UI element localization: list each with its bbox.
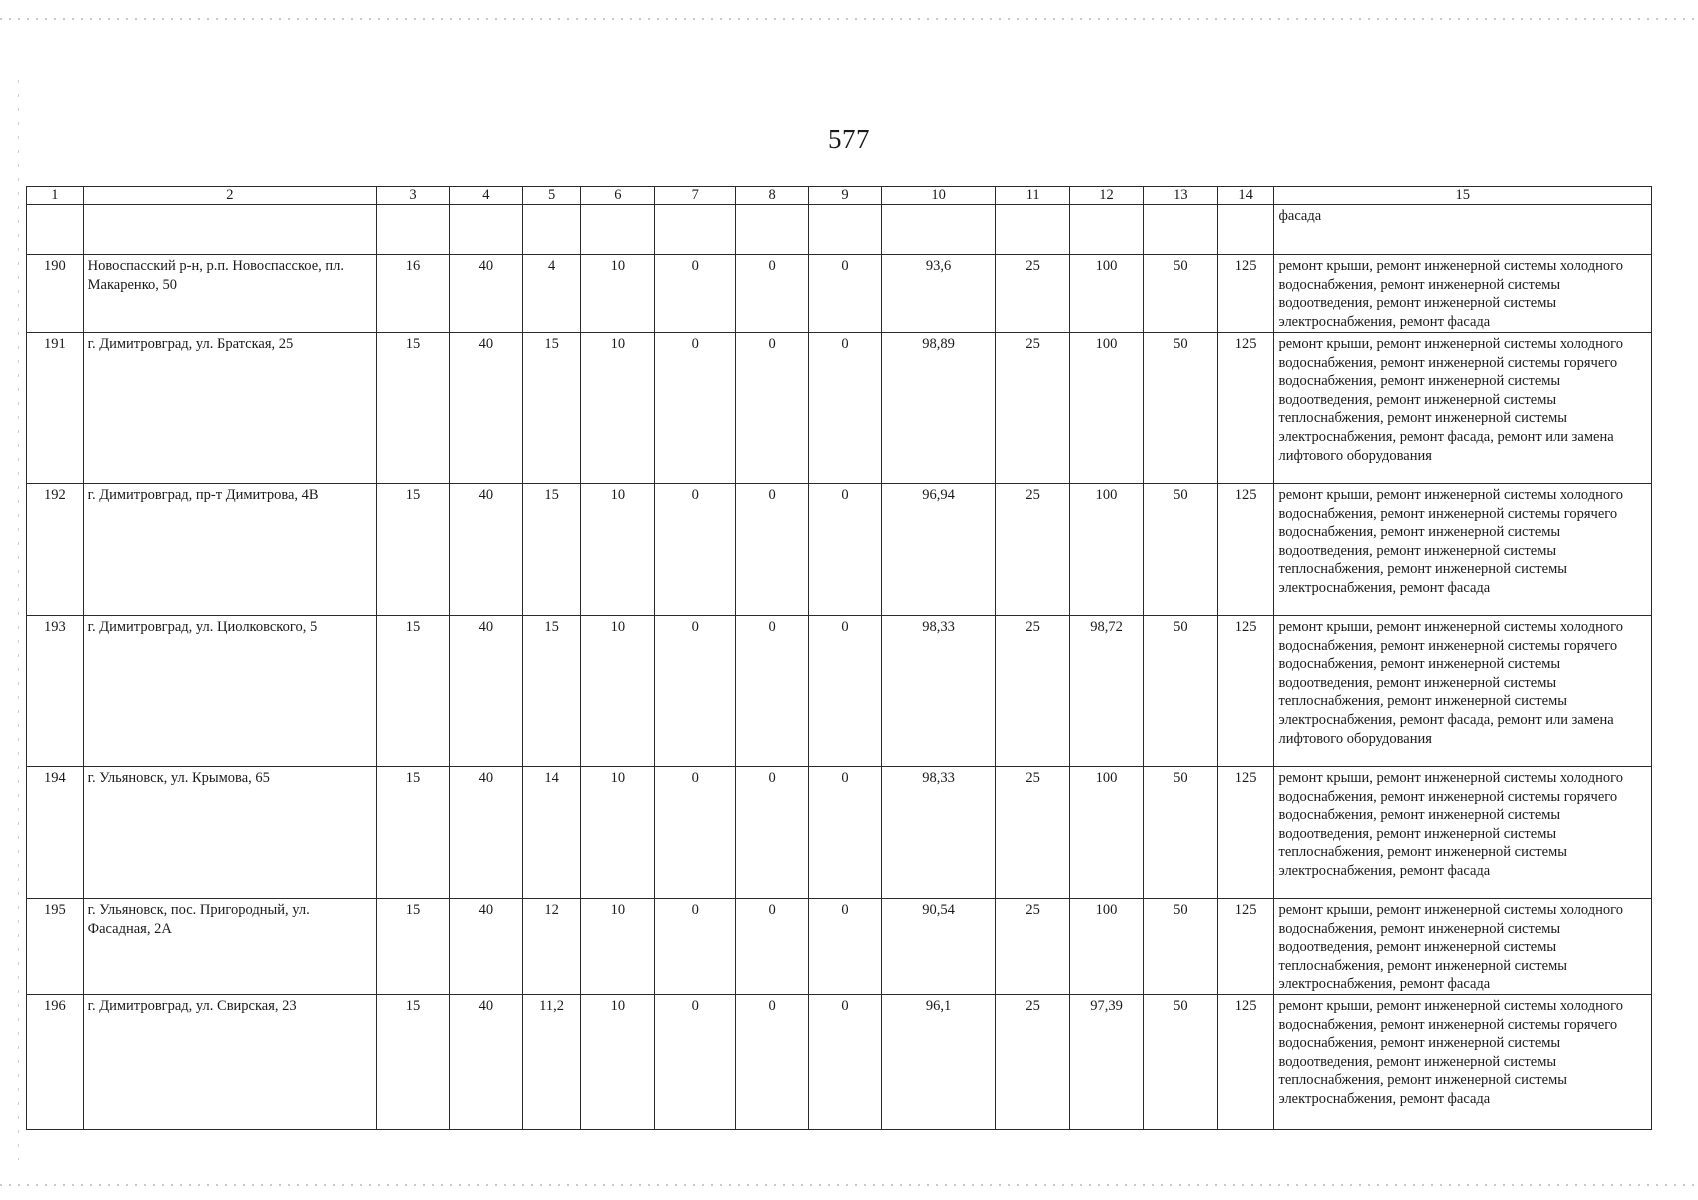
cell-value-col-11: 25: [996, 333, 1070, 484]
cell-row-number: 195: [27, 899, 84, 995]
table-row: [27, 899, 1652, 995]
cell-value-col-11: 25: [996, 899, 1070, 995]
cell-value-col-10: 90,54: [881, 899, 995, 995]
cell-value-col-3: 15: [377, 994, 450, 1129]
table-row: [27, 767, 1652, 899]
cell-address: г. Димитровград, ул. Циолковского, 5: [83, 616, 376, 767]
column-header: 7: [655, 187, 736, 205]
cell-value-col-5: 11,2: [522, 994, 581, 1129]
cell-works: ремонт крыши, ремонт инженерной системы холодного водоснабжения, ремонт инженерной системы горячего водоснабжения, ремонт инженерной системы водоотведения, ремонт инженерной системы теплоснабжения, ремонт инженерной системы электроснабжения, ремонт фасада: [1274, 994, 1652, 1129]
cell-value-col-7: 0: [655, 255, 736, 333]
cell-value-col-11: 25: [996, 767, 1070, 899]
cell-value-col-4: 40: [449, 484, 522, 616]
column-header: 1: [27, 187, 84, 205]
cell-value-col-14: 125: [1217, 767, 1274, 899]
scan-artifact-bottom: [0, 1184, 1698, 1186]
cell-address: г. Ульяновск, ул. Крымова, 65: [83, 767, 376, 899]
cell-row-number: 196: [27, 994, 84, 1129]
cell-value-col-5: 12: [522, 899, 581, 995]
table-row: [27, 616, 1652, 767]
cell-value-col-9: 0: [809, 616, 882, 767]
cell-value-col-14: 125: [1217, 333, 1274, 484]
cell-value-col-14: 125: [1217, 255, 1274, 333]
cell-value-col-6: 10: [581, 767, 655, 899]
cell-value-col-8: 0: [736, 899, 809, 995]
cell-address: г. Димитровград, ул. Свирская, 23: [83, 994, 376, 1129]
cell-value-col-3: 15: [377, 767, 450, 899]
cell-value-col-4: 40: [449, 616, 522, 767]
repair-program-table: [26, 186, 1652, 1130]
cell-row-number: 194: [27, 767, 84, 899]
cell-value-col-9: 0: [809, 767, 882, 899]
cell-value-col-9: 0: [809, 994, 882, 1129]
cell-works: ремонт крыши, ремонт инженерной системы холодного водоснабжения, ремонт инженерной системы горячего водоснабжения, ремонт инженерной системы водоотведения, ремонт инженерной системы теплоснабжения, ремонт инженерной системы электроснабжения, ремонт фасада, ремонт или замена лифтового оборудования: [1274, 616, 1652, 767]
column-header: 15: [1274, 187, 1652, 205]
cell-value-col-12: 100: [1070, 333, 1144, 484]
cell-value-col-8: 0: [736, 994, 809, 1129]
column-header: 3: [377, 187, 450, 205]
cell-value-col-4: 40: [449, 333, 522, 484]
cell-value-col-10: 93,6: [881, 255, 995, 333]
column-header: 5: [522, 187, 581, 205]
cell-value-col-8: 0: [736, 333, 809, 484]
cell-value-col-6: 10: [581, 255, 655, 333]
cell-value-col-7: 0: [655, 333, 736, 484]
cell-value-col-8: 0: [736, 767, 809, 899]
cell-works-continuation: фасада: [1274, 205, 1652, 255]
cell-value-col-12: 100: [1070, 767, 1144, 899]
cell-value-col-14: 125: [1217, 994, 1274, 1129]
table-body: [27, 205, 1652, 1130]
cell-empty: [581, 205, 655, 255]
cell-address: Новоспасский р-н, р.п. Новоспасское, пл. Макаренко, 50: [83, 255, 376, 333]
cell-value-col-4: 40: [449, 899, 522, 995]
cell-value-col-13: 50: [1143, 484, 1217, 616]
cell-value-col-8: 0: [736, 484, 809, 616]
cell-value-col-13: 50: [1143, 616, 1217, 767]
cell-value-col-3: 15: [377, 899, 450, 995]
cell-value-col-9: 0: [809, 255, 882, 333]
column-header: 14: [1217, 187, 1274, 205]
cell-works: ремонт крыши, ремонт инженерной системы холодного водоснабжения, ремонт инженерной системы водоотведения, ремонт инженерной системы электроснабжения, ремонт фасада: [1274, 255, 1652, 333]
cell-value-col-6: 10: [581, 333, 655, 484]
column-header: 9: [809, 187, 882, 205]
cell-value-col-8: 0: [736, 616, 809, 767]
cell-value-col-14: 125: [1217, 484, 1274, 616]
cell-value-col-3: 15: [377, 333, 450, 484]
column-header: 13: [1143, 187, 1217, 205]
cell-value-col-6: 10: [581, 994, 655, 1129]
cell-value-col-12: 98,72: [1070, 616, 1144, 767]
cell-value-col-6: 10: [581, 484, 655, 616]
column-header: 11: [996, 187, 1070, 205]
cell-works: ремонт крыши, ремонт инженерной системы холодного водоснабжения, ремонт инженерной системы водоотведения, ремонт инженерной системы теплоснабжения, ремонт инженерной системы электроснабжения, ремонт фасада: [1274, 899, 1652, 995]
column-header: 4: [449, 187, 522, 205]
cell-value-col-3: 16: [377, 255, 450, 333]
cell-value-col-5: 15: [522, 333, 581, 484]
cell-value-col-4: 40: [449, 255, 522, 333]
column-header: 12: [1070, 187, 1144, 205]
cell-empty: [1217, 205, 1274, 255]
cell-value-col-12: 100: [1070, 899, 1144, 995]
cell-value-col-5: 15: [522, 484, 581, 616]
cell-value-col-10: 98,33: [881, 767, 995, 899]
cell-empty: [1070, 205, 1144, 255]
cell-value-col-11: 25: [996, 994, 1070, 1129]
column-number-row: [27, 187, 1652, 205]
cell-value-col-14: 125: [1217, 616, 1274, 767]
cell-value-col-12: 100: [1070, 484, 1144, 616]
cell-row-number: 191: [27, 333, 84, 484]
cell-value-col-11: 25: [996, 255, 1070, 333]
table-row: [27, 333, 1652, 484]
cell-works: ремонт крыши, ремонт инженерной системы холодного водоснабжения, ремонт инженерной системы горячего водоснабжения, ремонт инженерной системы водоотведения, ремонт инженерной системы теплоснабжения, ремонт инженерной системы электроснабжения, ремонт фасада: [1274, 484, 1652, 616]
cell-empty: [377, 205, 450, 255]
cell-empty: [27, 205, 84, 255]
cell-value-col-12: 100: [1070, 255, 1144, 333]
table-row: [27, 255, 1652, 333]
cell-value-col-10: 98,89: [881, 333, 995, 484]
cell-empty: [655, 205, 736, 255]
cell-value-col-5: 14: [522, 767, 581, 899]
cell-value-col-7: 0: [655, 899, 736, 995]
cell-value-col-14: 125: [1217, 899, 1274, 995]
cell-empty: [881, 205, 995, 255]
cell-value-col-10: 96,1: [881, 994, 995, 1129]
cell-value-col-12: 97,39: [1070, 994, 1144, 1129]
cell-address: г. Ульяновск, пос. Пригородный, ул. Фасадная, 2А: [83, 899, 376, 995]
cell-empty: [449, 205, 522, 255]
cell-value-col-10: 98,33: [881, 616, 995, 767]
cell-value-col-6: 10: [581, 616, 655, 767]
cell-value-col-9: 0: [809, 484, 882, 616]
cell-value-col-4: 40: [449, 767, 522, 899]
cell-value-col-13: 50: [1143, 899, 1217, 995]
column-header: 2: [83, 187, 376, 205]
cell-value-col-8: 0: [736, 255, 809, 333]
cell-works: ремонт крыши, ремонт инженерной системы холодного водоснабжения, ремонт инженерной системы горячего водоснабжения, ремонт инженерной системы водоотведения, ремонт инженерной системы теплоснабжения, ремонт инженерной системы электроснабжения, ремонт фасада, ремонт или замена лифтового оборудования: [1274, 333, 1652, 484]
cell-value-col-6: 10: [581, 899, 655, 995]
scan-artifact-top: [0, 18, 1698, 20]
cell-value-col-5: 15: [522, 616, 581, 767]
cell-row-number: 190: [27, 255, 84, 333]
column-header: 6: [581, 187, 655, 205]
column-header: 8: [736, 187, 809, 205]
cell-empty: [736, 205, 809, 255]
cell-empty: [522, 205, 581, 255]
table-row: [27, 994, 1652, 1129]
cell-row-number: 192: [27, 484, 84, 616]
column-header: 10: [881, 187, 995, 205]
cell-value-col-9: 0: [809, 899, 882, 995]
cell-value-col-7: 0: [655, 616, 736, 767]
cell-value-col-3: 15: [377, 616, 450, 767]
cell-value-col-5: 4: [522, 255, 581, 333]
cell-value-col-11: 25: [996, 616, 1070, 767]
page-number: 577: [828, 124, 870, 154]
cell-address: г. Димитровград, пр-т Димитрова, 4В: [83, 484, 376, 616]
cell-value-col-13: 50: [1143, 255, 1217, 333]
cell-value-col-4: 40: [449, 994, 522, 1129]
continuation-row: [27, 205, 1652, 255]
cell-value-col-7: 0: [655, 484, 736, 616]
cell-value-col-7: 0: [655, 767, 736, 899]
cell-empty: [996, 205, 1070, 255]
table-row: [27, 484, 1652, 616]
cell-empty: [83, 205, 376, 255]
cell-value-col-13: 50: [1143, 333, 1217, 484]
cell-value-col-10: 96,94: [881, 484, 995, 616]
cell-empty: [809, 205, 882, 255]
cell-value-col-9: 0: [809, 333, 882, 484]
scan-artifact-left: [18, 80, 19, 1160]
cell-value-col-13: 50: [1143, 767, 1217, 899]
cell-value-col-7: 0: [655, 994, 736, 1129]
cell-row-number: 193: [27, 616, 84, 767]
cell-works: ремонт крыши, ремонт инженерной системы холодного водоснабжения, ремонт инженерной системы горячего водоснабжения, ремонт инженерной системы водоотведения, ремонт инженерной системы теплоснабжения, ремонт инженерной системы электроснабжения, ремонт фасада: [1274, 767, 1652, 899]
cell-empty: [1143, 205, 1217, 255]
cell-value-col-11: 25: [996, 484, 1070, 616]
cell-value-col-3: 15: [377, 484, 450, 616]
cell-address: г. Димитровград, ул. Братская, 25: [83, 333, 376, 484]
cell-value-col-13: 50: [1143, 994, 1217, 1129]
